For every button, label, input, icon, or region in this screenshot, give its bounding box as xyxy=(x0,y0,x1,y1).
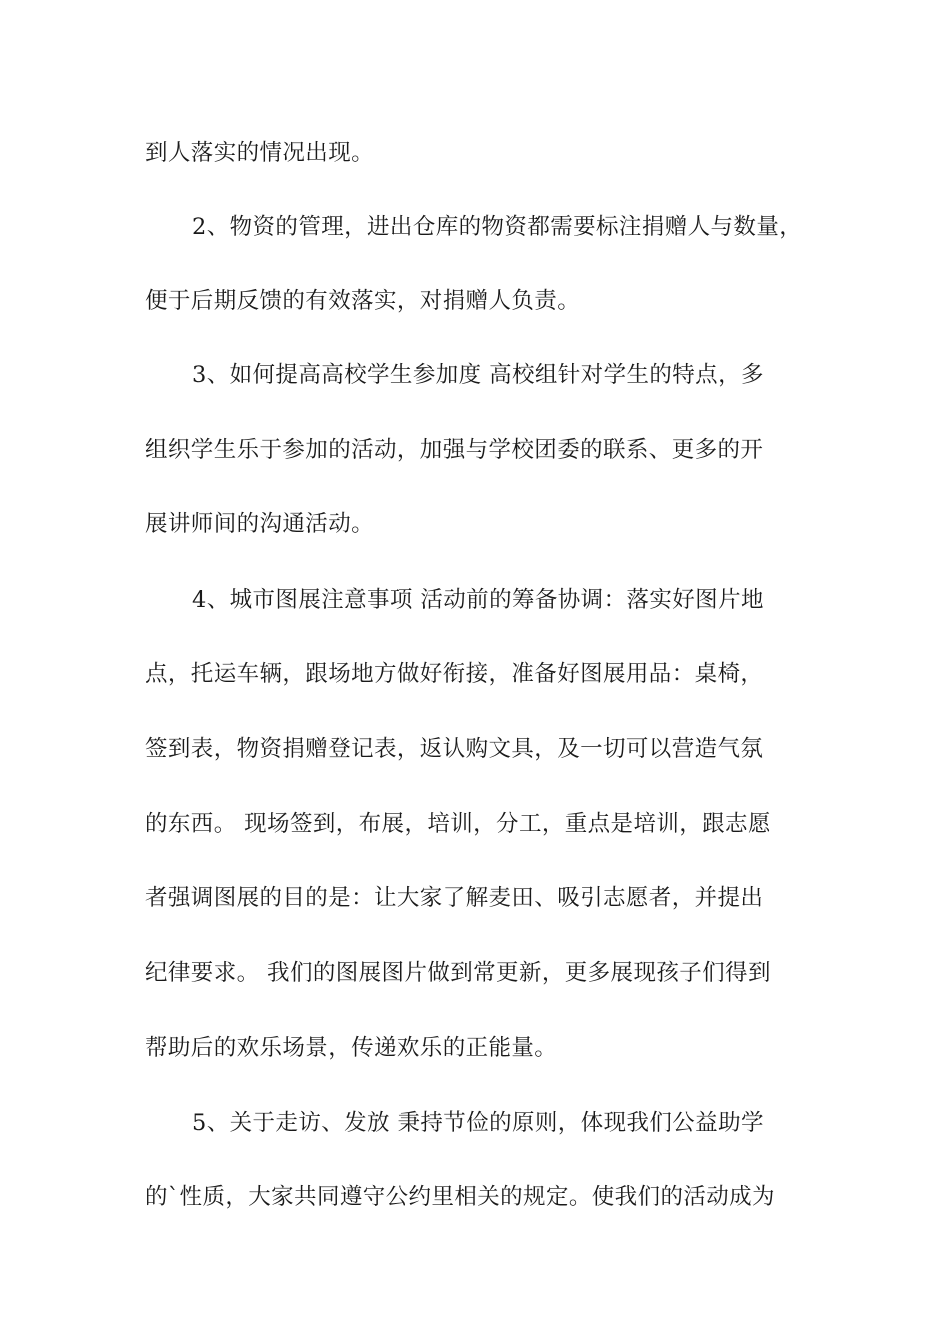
text-line: 签到表，物资捐赠登记表，返认购文具，及一切可以营造气氛 xyxy=(145,736,764,762)
text-line: 展讲师间的沟通活动。 xyxy=(145,511,375,537)
text-line: 点，托运车辆，跟场地方做好衔接，准备好图展用品：桌椅， xyxy=(145,661,764,687)
paragraph-3-start: 3、如何提高高校学生参加度 高校组针对学生的特点，多 xyxy=(192,362,764,388)
text-line: 帮助后的欢乐场景，传递欢乐的正能量。 xyxy=(145,1035,558,1061)
text-line: 便于后期反馈的有效落实，对捐赠人负责。 xyxy=(145,288,581,314)
text-line: 者强调图展的目的是：让大家了解麦田、吸引志愿者，并提出 xyxy=(145,885,764,911)
text-line: 的`性质，大家共同遵守公约里相关的规定。使我们的活动成为 xyxy=(145,1184,775,1210)
paragraph-4-start: 4、城市图展注意事项 活动前的筹备协调：落实好图片地 xyxy=(192,587,764,613)
text-line: 纪律要求。 我们的图展图片做到常更新，更多展现孩子们得到 xyxy=(145,960,771,986)
text-line: 的东西。 现场签到，布展，培训，分工，重点是培训，跟志愿 xyxy=(145,811,771,837)
text-line: 组织学生乐于参加的活动，加强与学校团委的联系、更多的开 xyxy=(145,437,764,463)
paragraph-5-start: 5、关于走访、发放 秉持节俭的原则，体现我们公益助学 xyxy=(192,1110,764,1136)
text-line: 到人落实的情况出现。 xyxy=(145,140,375,166)
paragraph-2-start: 2、物资的管理，进出仓库的物资都需要标注捐赠人与数量， xyxy=(192,214,803,240)
